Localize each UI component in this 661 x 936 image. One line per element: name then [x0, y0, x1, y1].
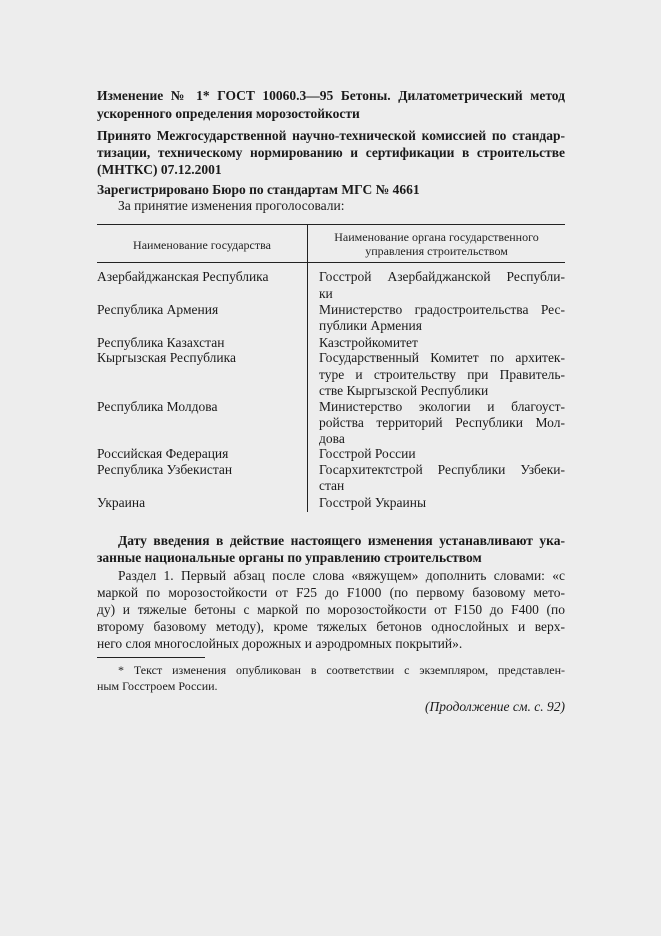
table-row-state: Республика Армения	[97, 302, 219, 317]
title-line-1: Изменение № 1* ГОСТ 10060.3—95 Бетоны. Дилатометрический метод	[97, 88, 565, 103]
table-row-state: Украина	[97, 495, 146, 510]
footnote-line-2: ным Госстроем России.	[97, 679, 218, 693]
table-row-body: публики Армения	[319, 318, 422, 333]
effective-line-2: занные национальные органы по управлению строительством	[97, 550, 482, 565]
registered-line: Зарегистрировано Бюро по стандартам МГС № 4661	[97, 182, 420, 197]
table-col2-header-line-1: Наименование органа государственного	[334, 230, 539, 244]
table-row-state: Республика Молдова	[97, 399, 218, 414]
table-row-body: Госархитектстрой Республики Узбеки-	[319, 462, 565, 477]
table-col1-header: Наименование государства	[133, 238, 271, 252]
table-row-body: Госстрой Украины	[319, 495, 427, 510]
table-col2-header-line-2: управления строительством	[365, 244, 508, 258]
table-row-state: Российская Федерация	[97, 446, 229, 461]
continuation-note: (Продолжение см. с. 92)	[425, 699, 565, 714]
table-row-body: Государственный Комитет по архитек-	[319, 350, 565, 365]
table-row-state: Кыргызская Республика	[97, 350, 236, 365]
body-line-3: ду) и тяжелые бетоны с маркой по морозостойкости от F150 до F400 (по	[97, 602, 565, 617]
table-top-rule	[97, 224, 565, 225]
footnote-rule	[97, 657, 205, 658]
table-row-body: Госстрой Азербайджанской Республи-	[319, 269, 565, 284]
table-row-state: Республика Казахстан	[97, 335, 225, 350]
footnote-line-1: * Текст изменения опубликован в соответствии с экземпляром, представлен-	[118, 663, 565, 677]
adopted-line-1: Принято Межгосударственной научно-технической комиссией по стандар-	[97, 128, 565, 143]
body-line-5: него слоя многослойных дорожных и аэродромных покрытий».	[97, 636, 463, 651]
body-line-2: маркой по морозостойкости от F25 до F1000 (по первому базовому мето-	[97, 585, 565, 600]
table-row-body: Министерство градостроительства Рес-	[319, 302, 565, 317]
table-row-body: Госстрой России	[319, 446, 416, 461]
table-row-body: туре и строительству при Правитель-	[319, 367, 565, 382]
table-row-state: Азербайджанская Республика	[97, 269, 269, 284]
table-row-body: ройства территорий Республики Мол-	[319, 415, 565, 430]
effective-line-1: Дату введения в действие настоящего изменения устанавливают ука-	[118, 533, 565, 548]
adopted-line-2: тизации, техническому нормированию и сертификации в строительстве	[97, 145, 565, 160]
table-row-body: стве Кыргызской Республики	[319, 383, 489, 398]
adopted-line-3: (МНТКС) 07.12.2001	[97, 162, 222, 177]
voted-intro: За принятие изменения проголосовали:	[118, 198, 345, 213]
body-line-4: второму базовому методу), кроме тяжелых бетонов однослойных и верх-	[97, 619, 565, 634]
title-line-2: ускоренного определения морозостойкости	[97, 106, 360, 121]
table-body-divider	[307, 262, 308, 512]
body-line-1: Раздел 1. Первый абзац после слова «вяжущем» дополнить словами: «с	[118, 568, 565, 583]
table-row-body: Казстройкомитет	[319, 335, 418, 350]
table-row-body: дова	[319, 431, 345, 446]
table-row-body: стан	[319, 478, 345, 493]
table-row-body: Министерство экологии и благоуст-	[319, 399, 565, 414]
table-row-state: Республика Узбекистан	[97, 462, 233, 477]
table-header-rule	[97, 262, 565, 263]
table-row-body: ки	[319, 286, 333, 301]
